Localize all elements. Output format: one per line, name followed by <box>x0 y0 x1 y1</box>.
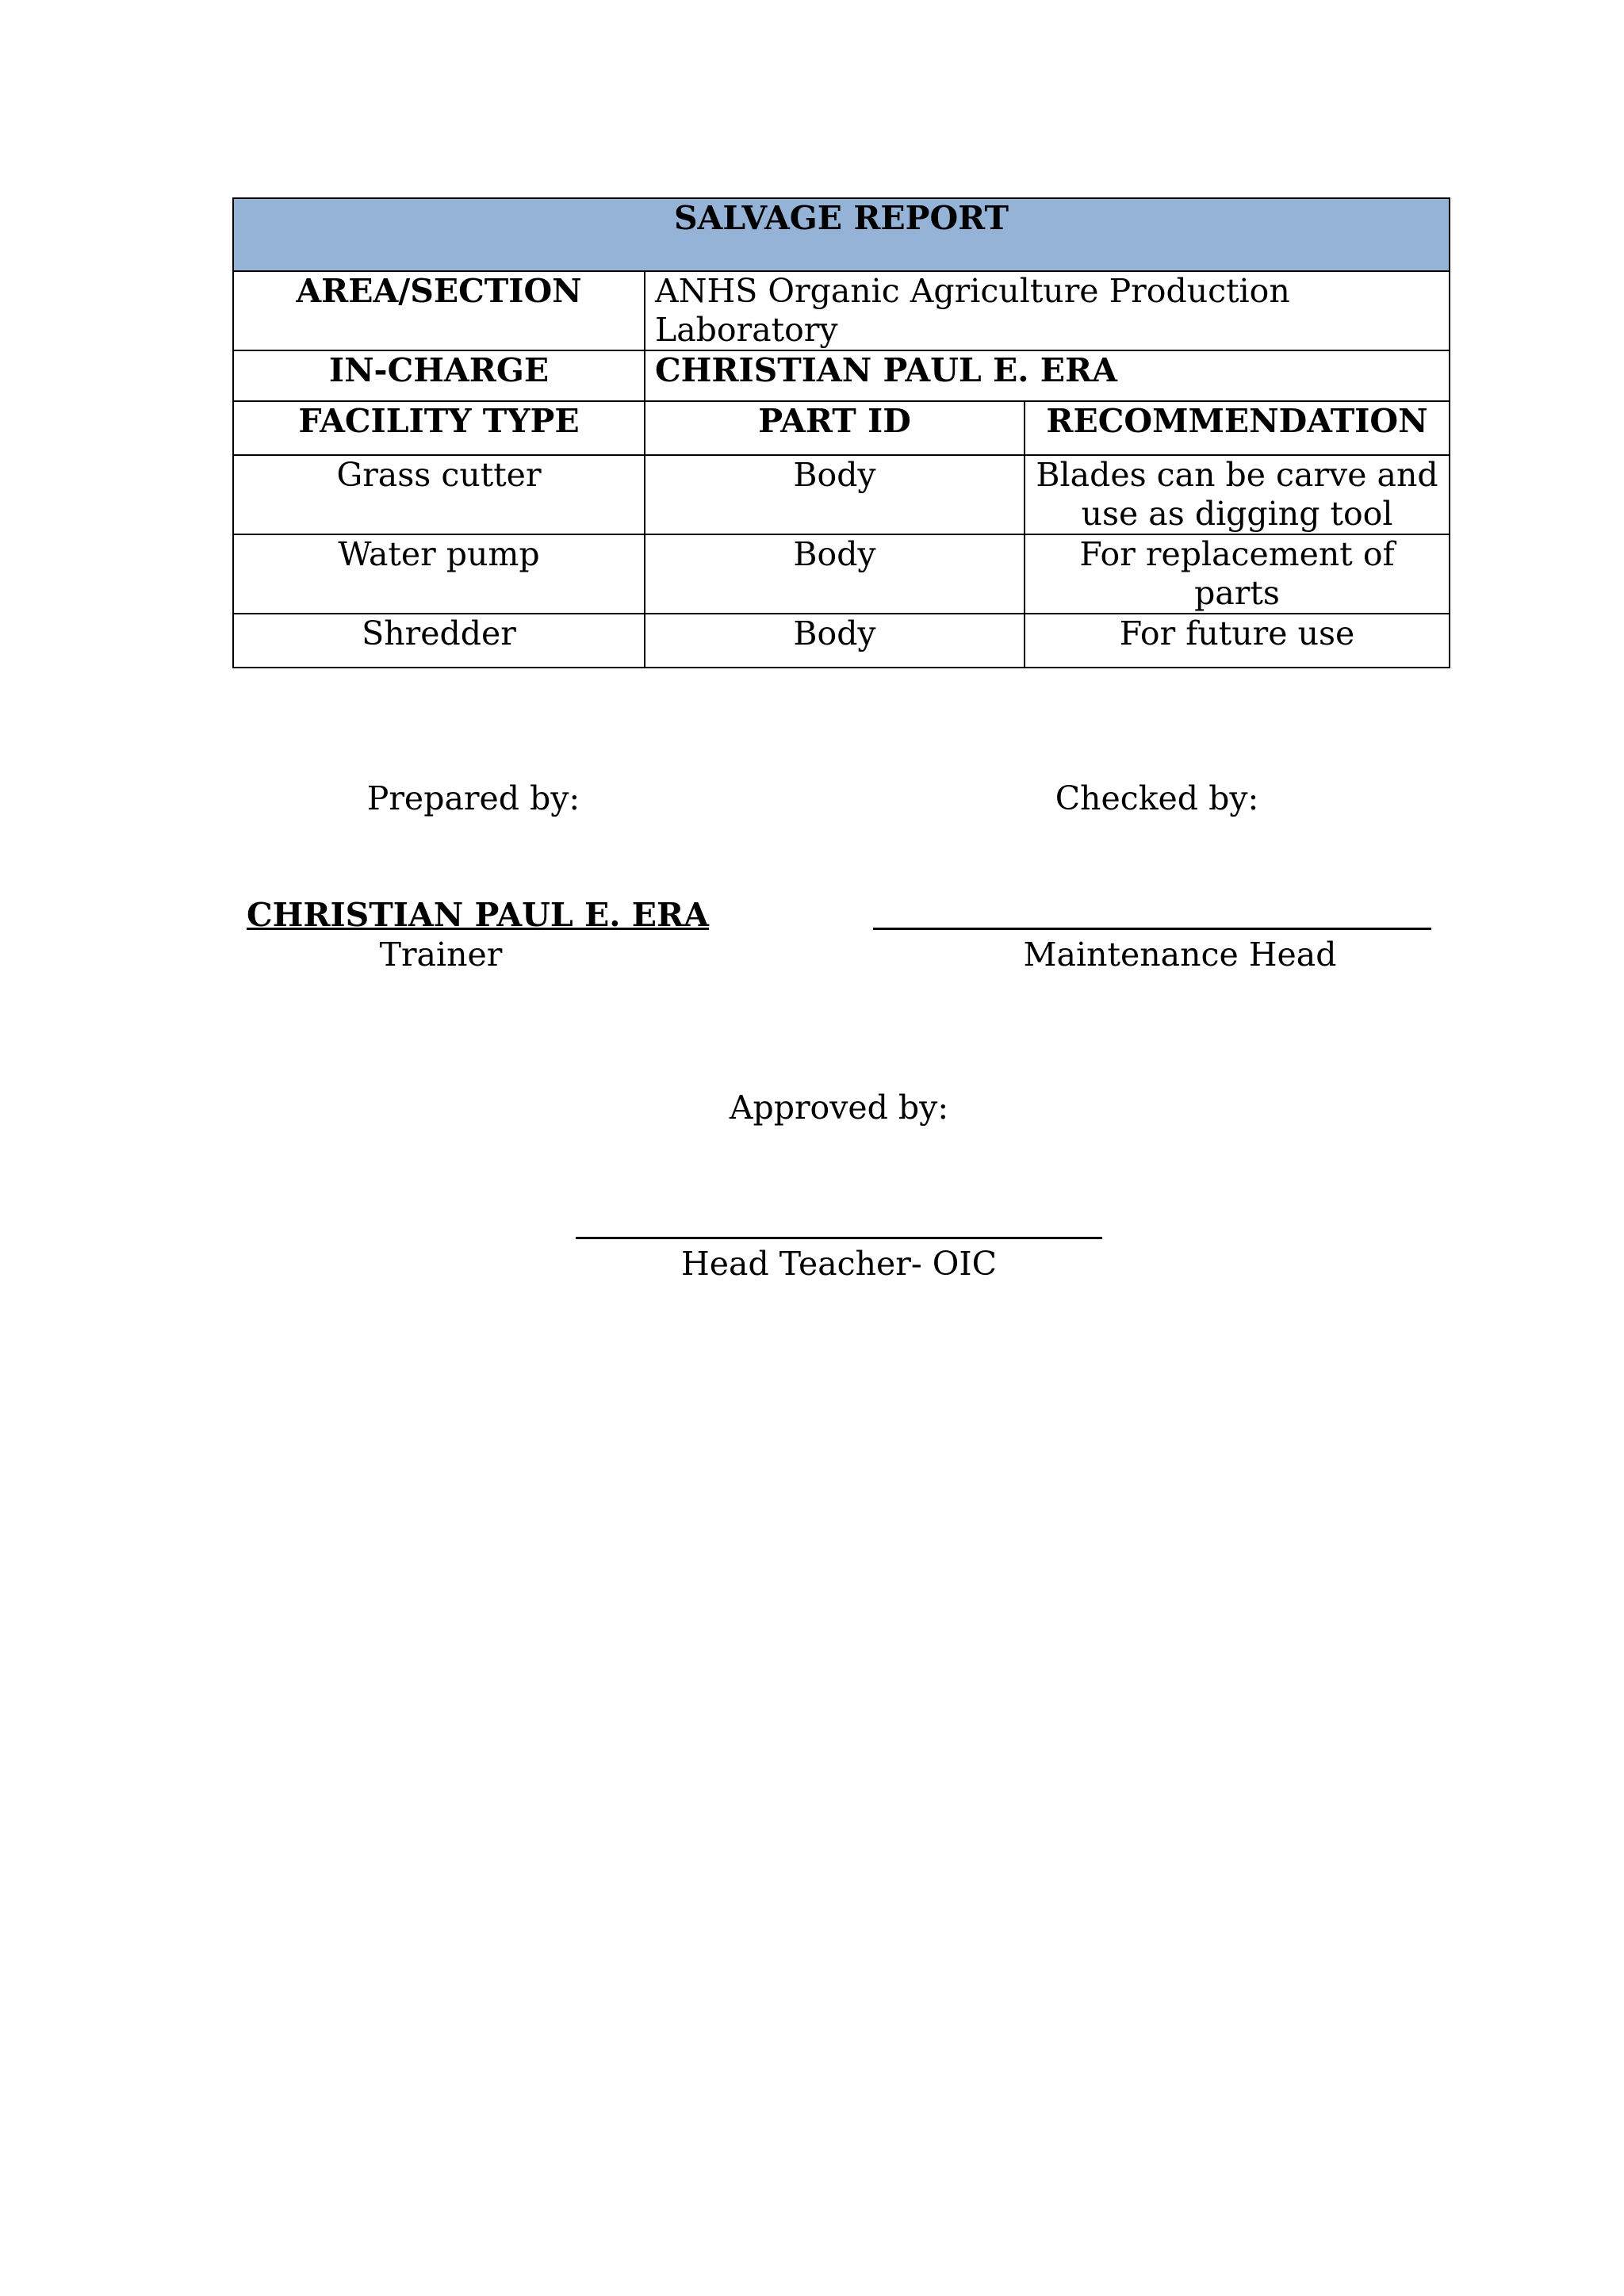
recommendation-cell: For replacement of parts <box>1025 534 1450 614</box>
table-row <box>233 614 1450 668</box>
recommendation-cell: For future use <box>1025 614 1450 668</box>
area-section-value: ANHS Organic Agriculture Production Laboratory <box>645 271 1450 350</box>
prepared-by-label: Prepared by: <box>366 779 580 817</box>
column-header-facility-type: FACILITY TYPE <box>233 401 645 455</box>
area-section-label: AREA/SECTION <box>233 271 645 350</box>
in-charge-label: IN-CHARGE <box>233 350 645 401</box>
approved-by-signature-line <box>576 1237 1102 1239</box>
recommendation-cell: Blades can be carve and use as digging tool <box>1025 455 1450 534</box>
report-title: SALVAGE REPORT <box>233 198 1450 271</box>
table-row <box>233 455 1450 534</box>
facility-type-cell: Shredder <box>233 614 645 668</box>
facility-type-cell: Grass cutter <box>233 455 645 534</box>
column-header-recommendation: RECOMMENDATION <box>1025 401 1450 455</box>
in-charge-value: CHRISTIAN PAUL E. ERA <box>645 350 1450 401</box>
checked-by-role: Maintenance Head <box>1023 936 1337 974</box>
part-id-cell: Body <box>645 455 1025 534</box>
prepared-by-name: CHRISTIAN PAUL E. ERA <box>247 896 709 934</box>
checked-by-label: Checked by: <box>1055 779 1259 817</box>
column-header-part-id: PART ID <box>645 401 1025 455</box>
part-id-cell: Body <box>645 614 1025 668</box>
salvage-report-table <box>232 197 1450 668</box>
part-id-cell: Body <box>645 534 1025 614</box>
table-row <box>233 534 1450 614</box>
prepared-by-role: Trainer <box>379 936 503 974</box>
approved-by-role: Head Teacher- OIC <box>681 1245 997 1283</box>
approved-by-label: Approved by: <box>729 1089 949 1127</box>
facility-type-cell: Water pump <box>233 534 645 614</box>
checked-by-signature-line <box>873 928 1431 930</box>
